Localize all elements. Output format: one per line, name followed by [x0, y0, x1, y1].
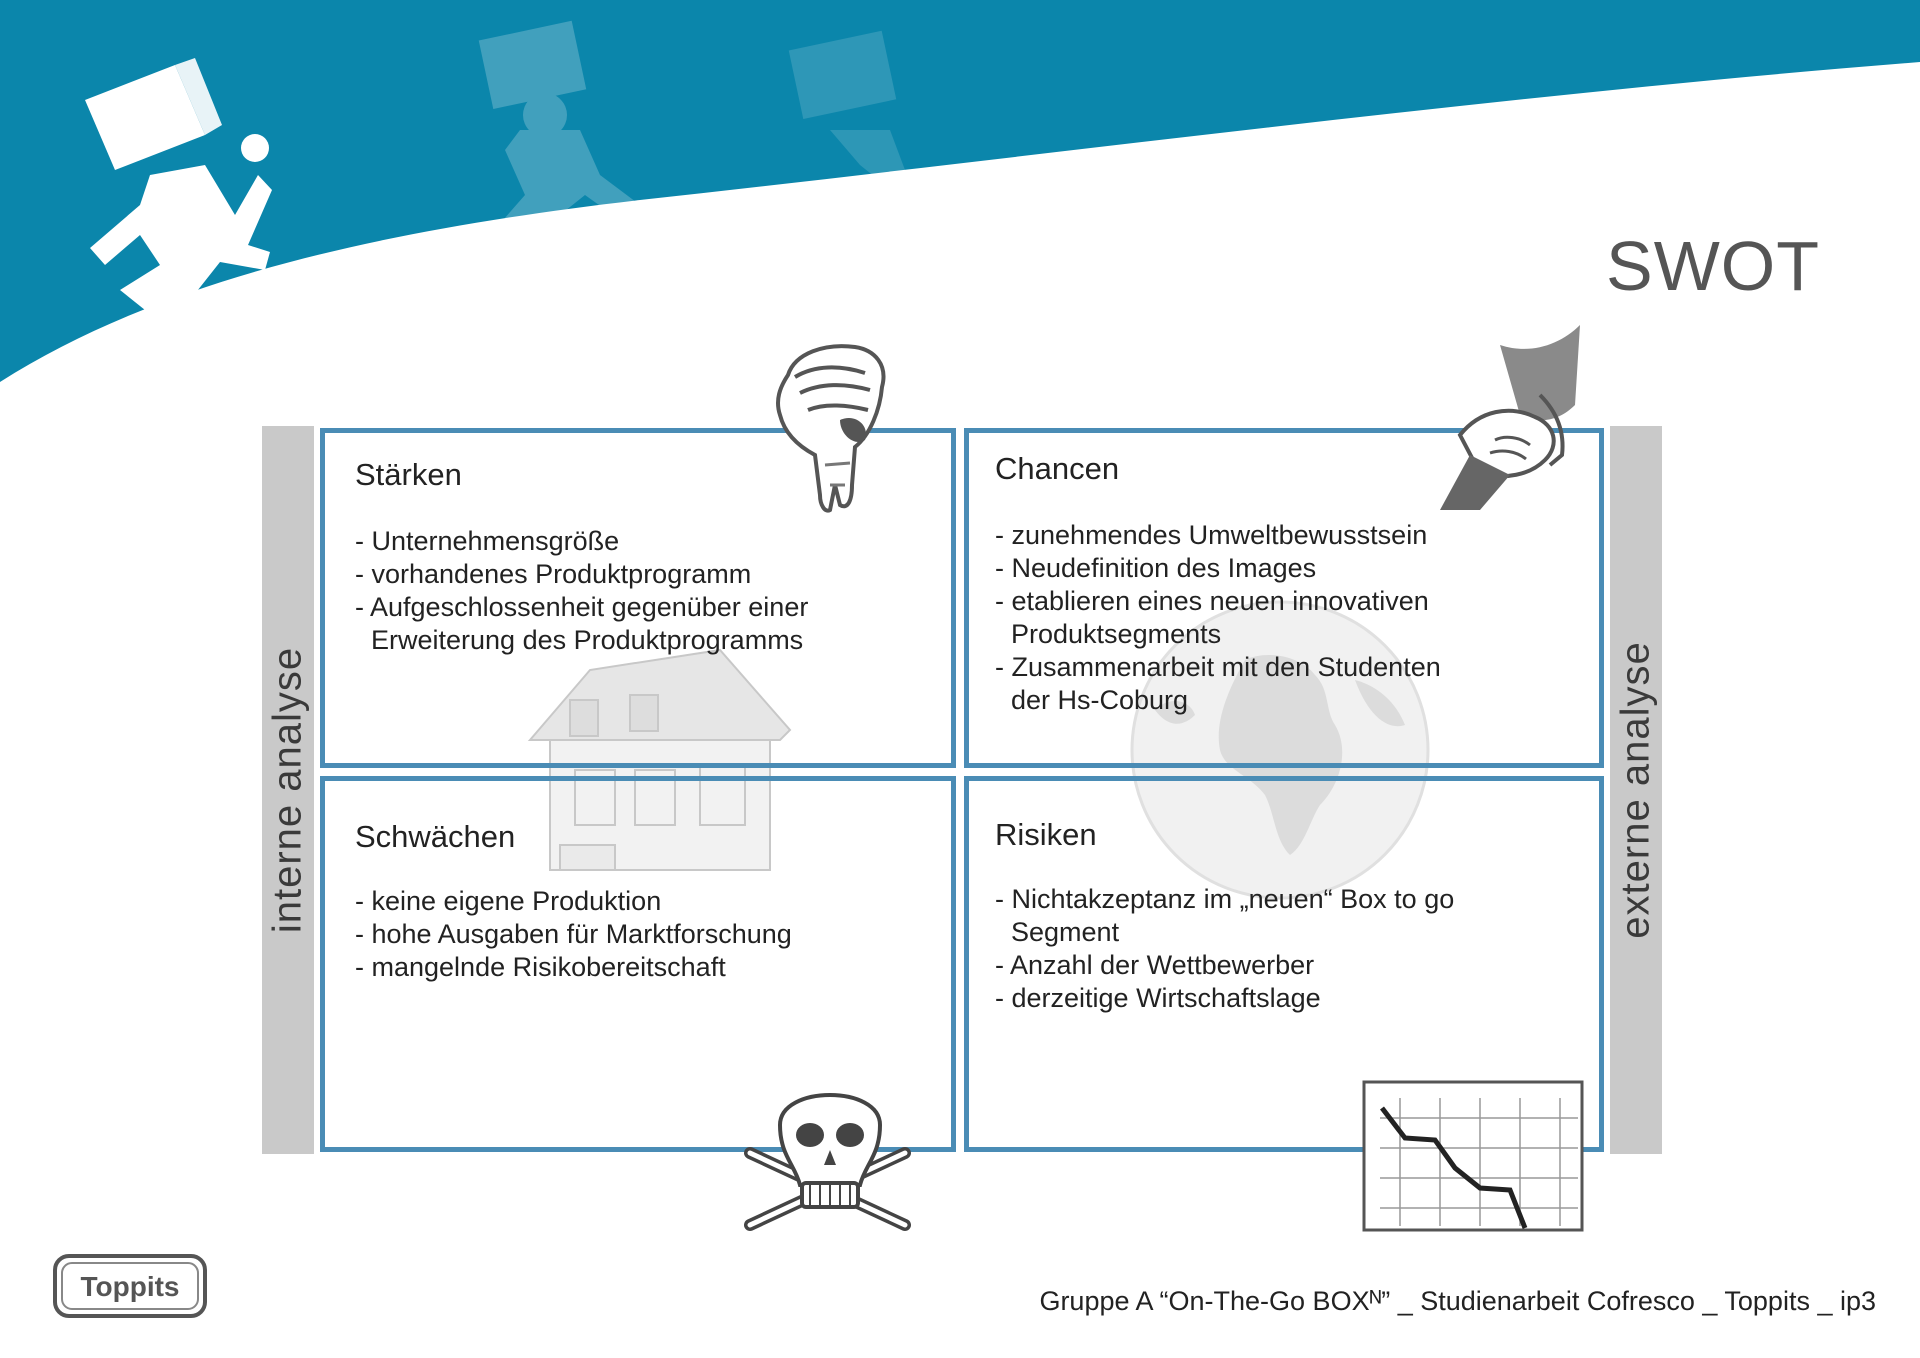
weaknesses-title: Schwächen	[355, 819, 516, 854]
skull-crossbones-icon	[740, 1065, 920, 1237]
external-analysis-label: externe analyse	[1613, 641, 1658, 939]
opportunities-list	[995, 519, 1475, 717]
toppits-logo	[52, 1250, 208, 1322]
strengths-list	[355, 525, 855, 657]
internal-analysis-label: interne analyse	[265, 646, 310, 934]
list-item: - Anzahl der Wettbewerber	[995, 949, 1495, 982]
fist-icon	[770, 335, 890, 515]
list-item: - keine eigene Produktion	[355, 885, 895, 918]
list-item: - mangelnde Risikobereitschaft	[355, 951, 895, 984]
list-item: - Neudefinition des Images	[995, 552, 1475, 585]
list-item: - etablieren eines neuen innovativen Produktsegments	[995, 585, 1475, 651]
opportunities-title: Chancen	[995, 451, 1120, 486]
threats-list	[995, 883, 1495, 1015]
handshake-icon	[1440, 325, 1590, 510]
header-banner	[0, 0, 1920, 420]
footer-caption: Gruppe A “On-The-Go BOXᴺ” _ Studienarbeit Cofresco _ Toppits _ ip3	[1039, 1286, 1876, 1316]
threats-title: Risiken	[995, 817, 1097, 852]
list-item: - derzeitige Wirtschaftslage	[995, 982, 1495, 1015]
weaknesses-list	[355, 885, 895, 984]
strengths-title: Stärken	[355, 457, 462, 492]
list-item: - Zusammenarbeit mit den Studenten der Hs-Coburg	[995, 651, 1475, 717]
external-analysis-bar	[1610, 426, 1662, 1154]
list-item: - vorhandenes Produktprogramm	[355, 558, 855, 591]
list-item: - hohe Ausgaben für Marktforschung	[355, 918, 895, 951]
page-title: SWOT	[1606, 227, 1820, 305]
list-item: - Nichtakzeptanz im „neuen“ Box to go Segment	[995, 883, 1495, 949]
list-item: - Aufgeschlossenheit gegenüber einer Erweiterung des Produktprogramms	[355, 591, 855, 657]
declining-chart-icon	[1360, 1078, 1588, 1236]
list-item: - zunehmendes Umweltbewusstsein	[995, 519, 1475, 552]
list-item: - Unternehmensgröße	[355, 525, 855, 558]
logo-text: Toppits	[80, 1271, 180, 1302]
internal-analysis-bar	[262, 426, 314, 1154]
